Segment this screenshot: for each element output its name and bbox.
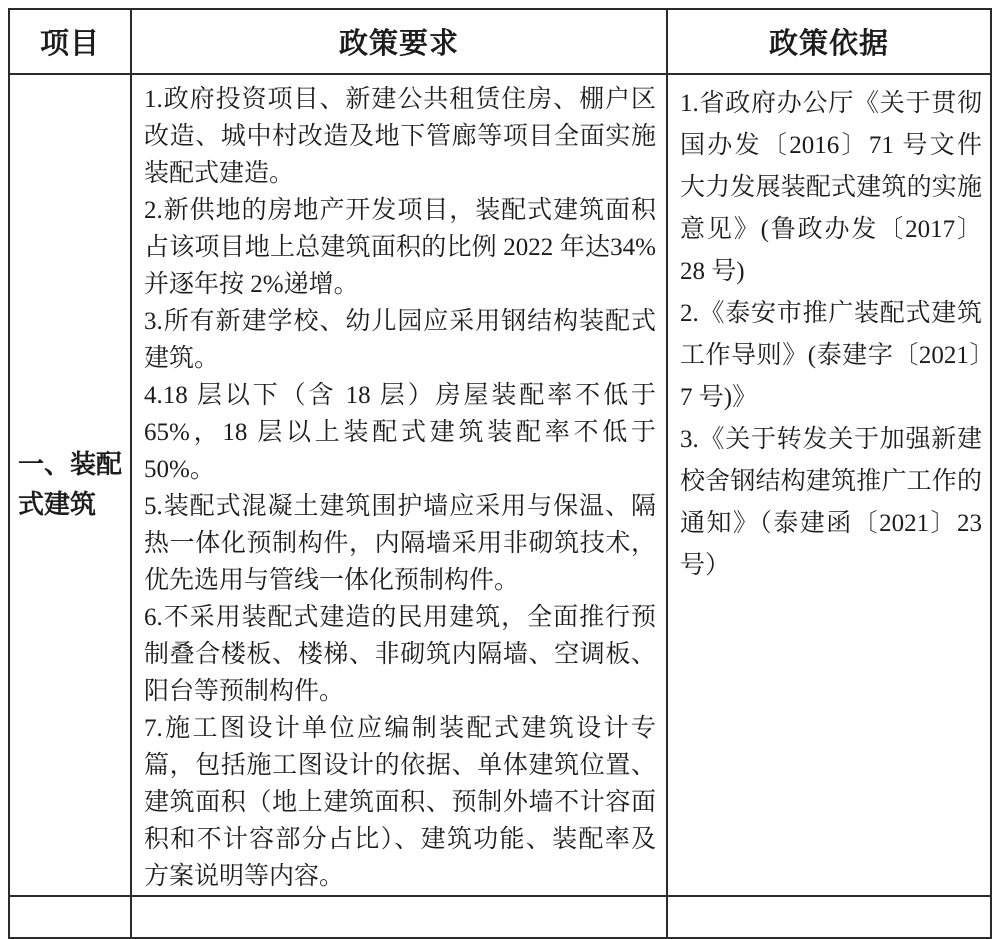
basis-item: 1.省政府办公厅《关于贯彻国办发〔2016〕71 号文件大力发展装配式建筑的实施意见》(鲁政办发〔2017〕28 号) [680,90,982,285]
header-policy-requirements: 政策要求 [130,10,666,73]
header-item: 项目 [39,28,100,60]
basis-item: 2.《泰安市推广装配式建筑工作导则》(泰建字〔2021〕7 号)》 [680,300,982,411]
table-row-prefab-buildings [10,73,990,895]
requirement-item: 4.18 层以下（含 18 层）房屋装配率不低于65%，18 层以上装配式建筑装配率不低于50%。 [144,382,656,483]
requirement-item: 7.施工图设计单位应编制装配式建筑设计专篇，包括施工图设计的依据、单体建筑位置、建筑面积（地上建筑面积、预制外墙不计容面积和不计容部分占比）、建筑功能、装配率及方案说明等内容。 [144,715,656,890]
cell-policy-requirements [130,75,666,895]
requirement-item: 2.新供地的房地产开发项目，装配式建筑面积占该项目地上总建筑面积的比例 2022 年达34%并逐年按 2%递增。 [144,197,656,298]
policy-table [8,8,992,939]
basis-item: 3.《关于转发关于加强新建校舍钢结构建筑推广工作的通知》（泰建函〔2021〕23 号） [680,426,982,579]
item-name-label: 一、装配式建筑 [18,450,123,519]
partial-cell-basis [666,897,990,937]
table-next-row-partial [10,895,990,937]
table-header-row [10,10,990,73]
requirement-item: 3.所有新建学校、幼儿园应采用钢结构装配式建筑。 [144,308,656,372]
cell-item-name [10,75,130,895]
cell-policy-basis [666,75,990,895]
requirement-item: 6.不采用装配式建造的民用建筑，全面推行预制叠合楼板、楼梯、非砌筑内隔墙、空调板、阳台等预制构件。 [144,604,656,705]
partial-cell-requirements [130,897,666,937]
header-policy-basis: 政策依据 [666,10,990,73]
requirement-item: 5.装配式混凝土建筑围护墙应采用与保温、隔热一体化预制构件，内隔墙采用非砌筑技术，优先选用与管线一体化预制构件。 [144,493,656,594]
requirement-item: 1.政府投资项目、新建公共租赁住房、棚户区改造、城中村改造及地下管廊等项目全面实施装配式建造。 [144,86,656,187]
partial-cell-item [10,897,130,937]
